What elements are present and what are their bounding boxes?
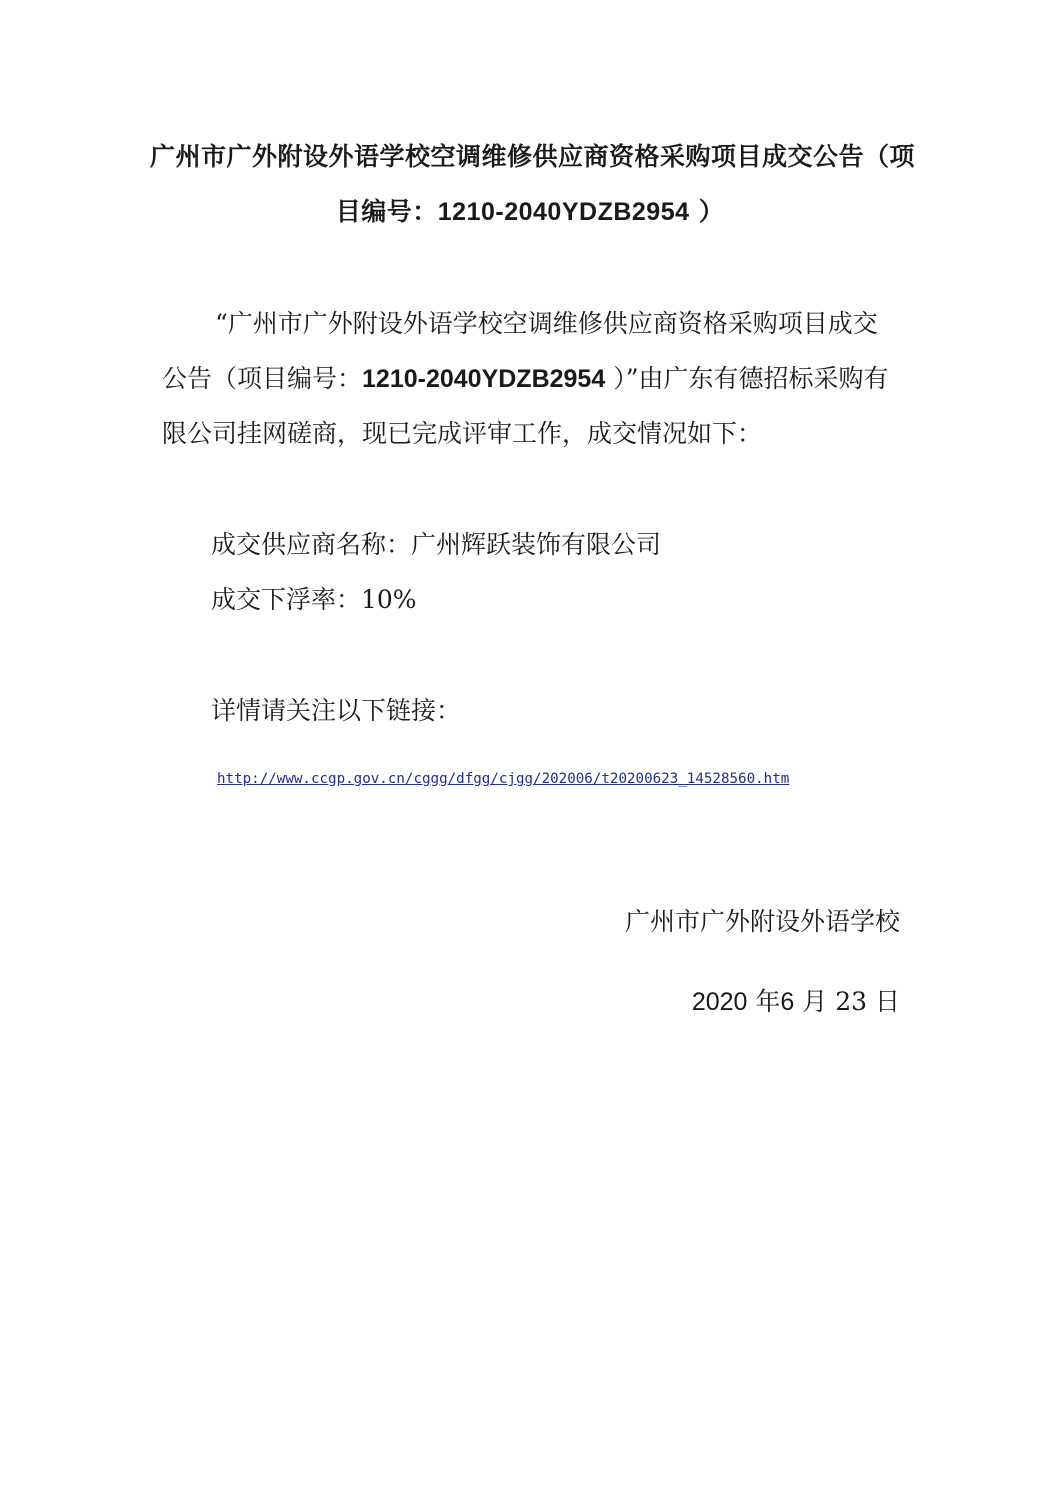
paragraph-line-3 — [162, 420, 762, 448]
title-prefix: 目编号： — [335, 197, 438, 226]
date-month: 6 — [780, 988, 795, 1016]
title-text: 广州市广外附设外语学校空调维修供应商资格采购项目成交公告（项 — [150, 142, 916, 171]
date-day-label: 日 — [867, 987, 900, 1016]
date-year-label: 年 — [747, 987, 781, 1016]
paragraph-line-2 — [162, 365, 888, 393]
title-suffix: ） — [689, 197, 725, 226]
supplier-name: 成交供应商名称：广州辉跃装饰有限公司 — [211, 530, 662, 559]
date-year: 2020 — [691, 988, 748, 1016]
signature-date — [692, 988, 900, 1016]
paragraph-text: “广州市广外附设外语学校空调维修供应商资格采购项目成交 — [215, 309, 878, 338]
document-title-line-2 — [150, 198, 910, 226]
date-month-label: 月 — [794, 987, 836, 1016]
discount-rate: 成交下浮率：10% — [211, 585, 417, 614]
date-day: 23 — [835, 987, 868, 1016]
project-code: 1210-2040YDZB2954 — [437, 198, 690, 226]
document-title-line-1 — [150, 142, 916, 171]
paragraph-suffix: ）”由广东有德招标采购有 — [605, 364, 889, 393]
announcement-link[interactable]: http://www.ccgp.gov.cn/cggg/dfgg/cjgg/202006/t20200623_14528560.htm — [217, 771, 790, 787]
signature-organization: 广州市广外附设外语学校 — [624, 907, 900, 936]
paragraph-prefix: 公告（项目编号： — [162, 364, 363, 393]
paragraph-line-1 — [215, 310, 878, 338]
more-info-label: 详情请关注以下链接： — [211, 696, 462, 725]
paragraph-text: 限公司挂网磋商，现已完成评审工作，成交情况如下： — [162, 419, 763, 448]
paragraph-project-code: 1210-2040YDZB2954 — [362, 365, 606, 393]
